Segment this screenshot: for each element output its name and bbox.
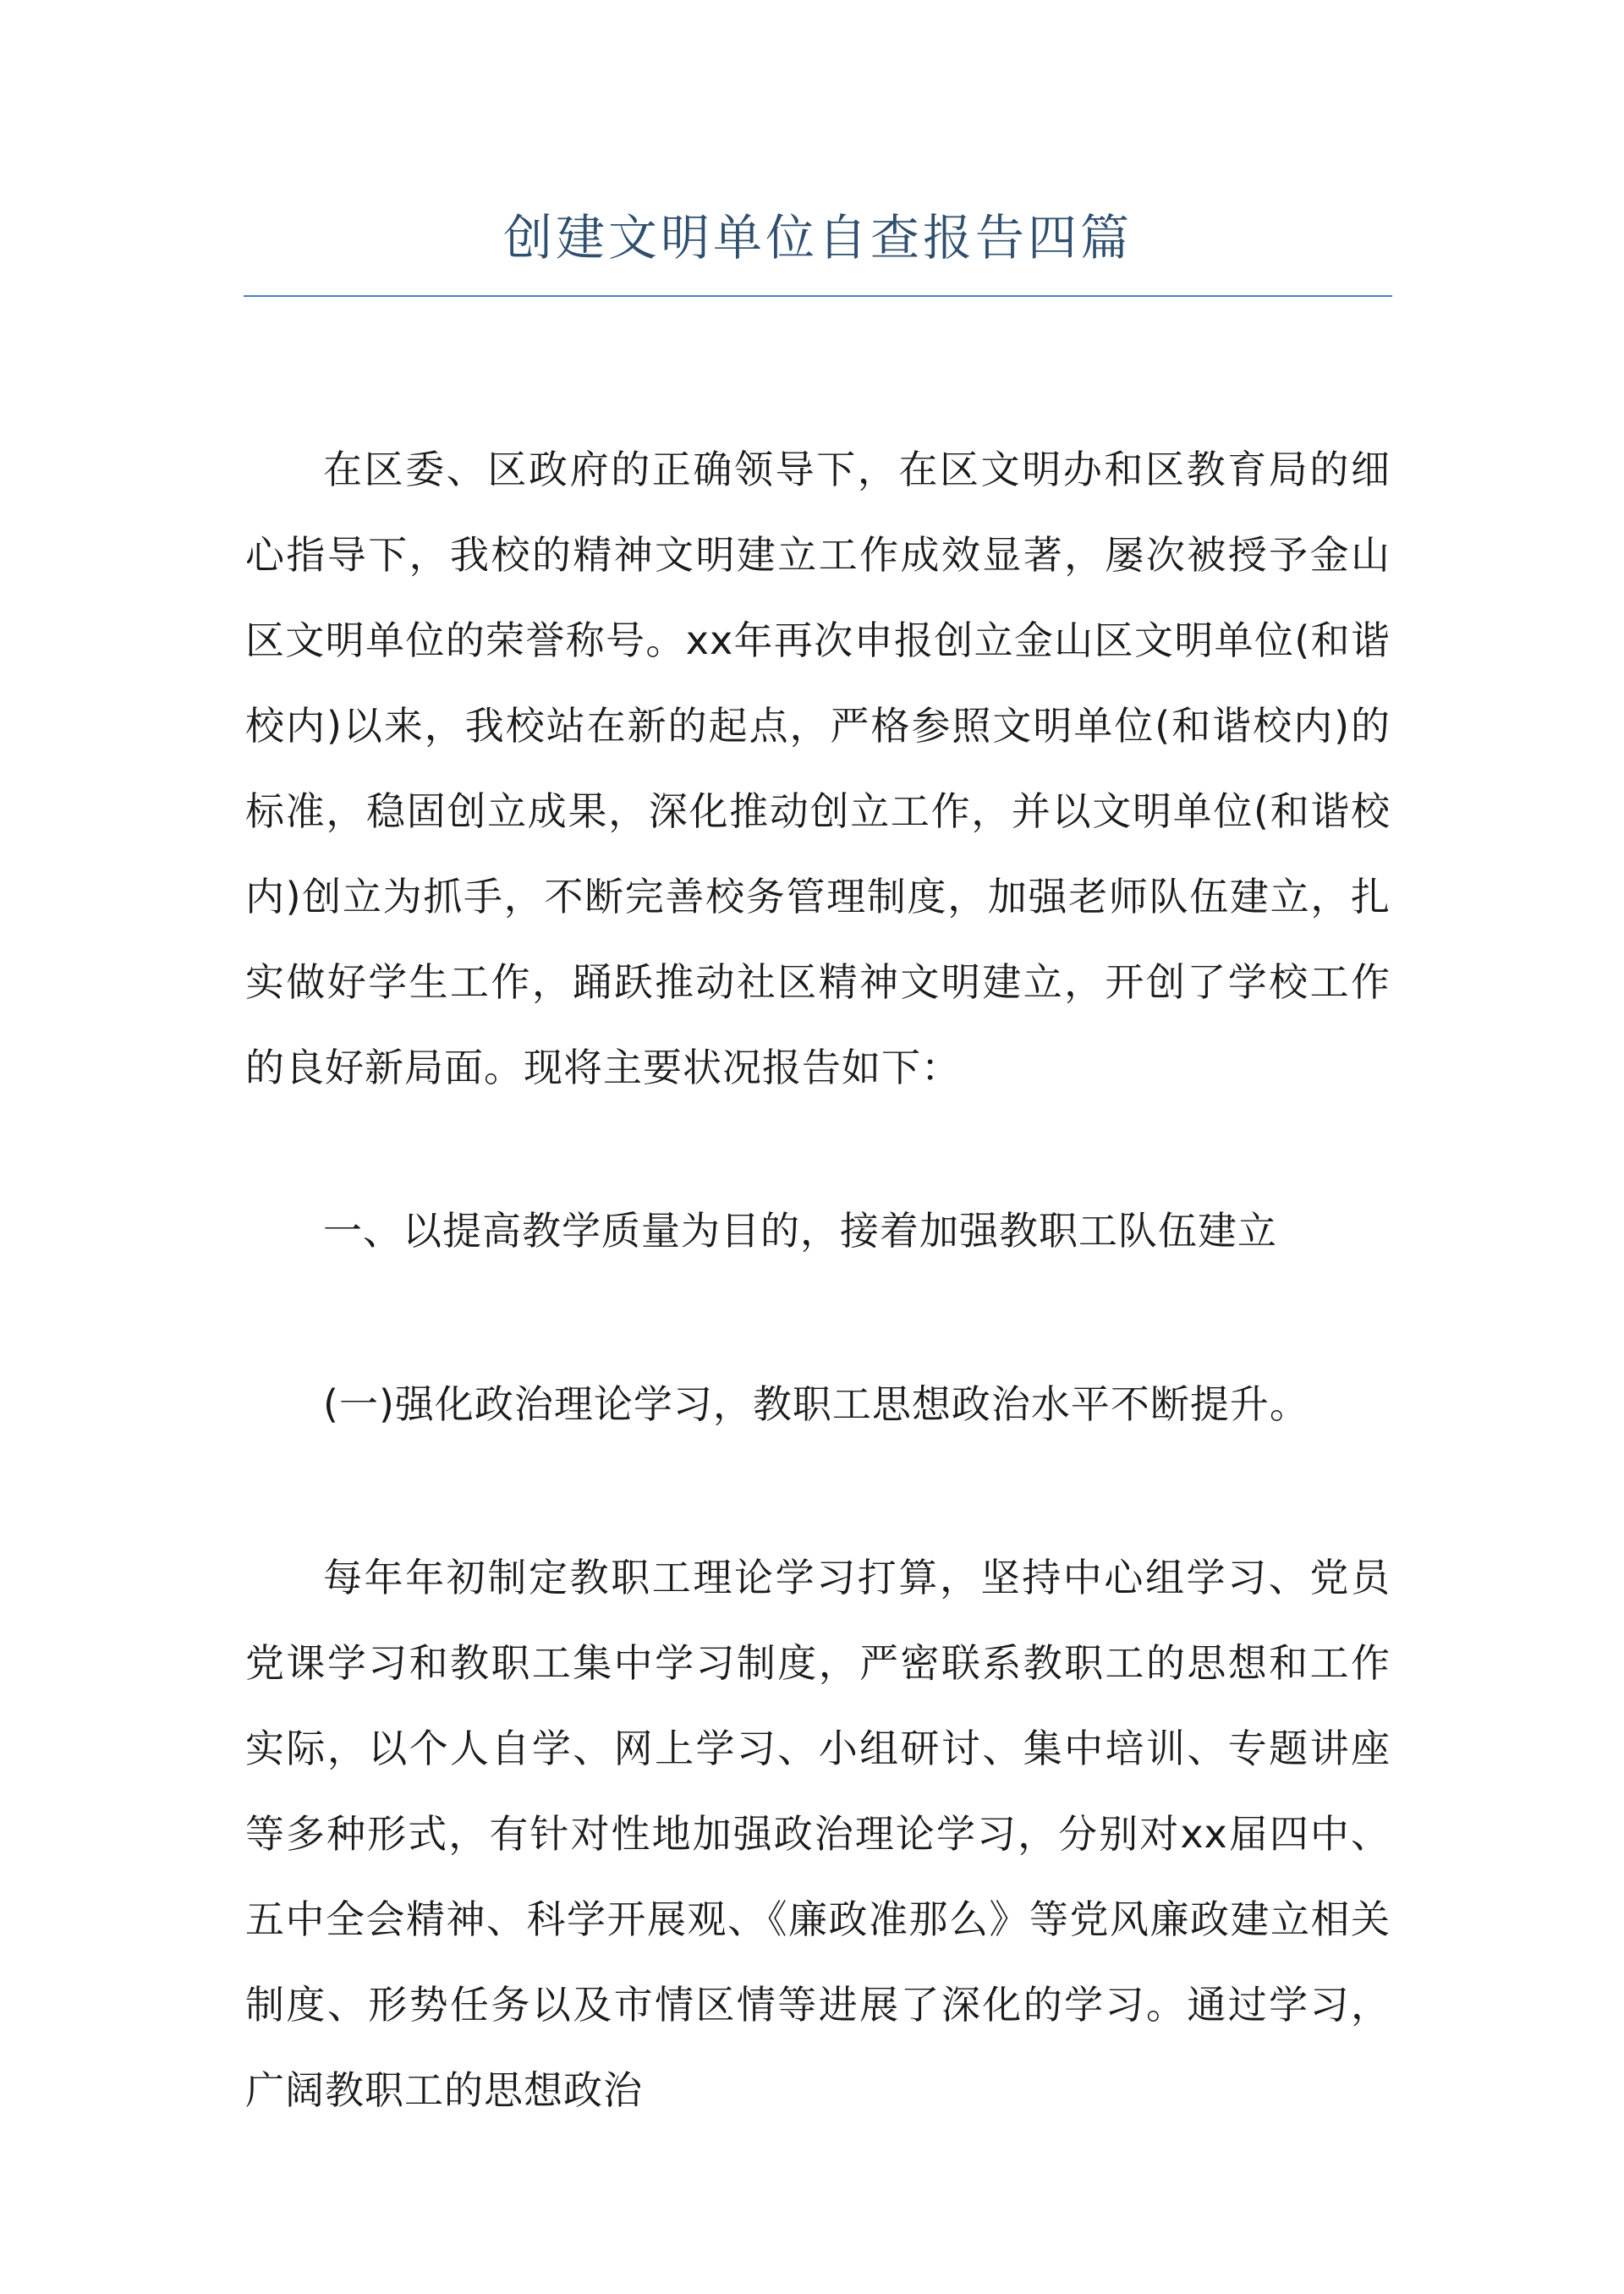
section-heading-1: 一、以提高教学质量为目的，接着加强教职工队伍建立 — [323, 1208, 1277, 1254]
subsection-heading-1: (一)强化政治理论学习，教职工思想政治水平不断提升。 — [323, 1381, 1309, 1427]
document-title: 创建文明单位自查报告四篇 — [502, 209, 1133, 266]
paragraph-study: 每年年初制定教职工理论学习打算，坚持中心组学习、党员党课学习和教职工集中学习制度，严密联系教职工的思想和工作实际，以个人自学、网上学习、小组研讨、集中培训、专题讲座等多种形式，有针对性地加强政治理论学习，分别对xx届四中、五中全会精神、科学开展观、《廉政准那么》等党风廉政建立相关制度、形势任务以及市情区情等进展了深化的学习。通过学习，广阔教职工的思想政治 — [245, 1555, 1391, 2113]
paragraph-intro: 在区委、区政府的正确领导下，在区文明办和区教育局的细心指导下，我校的精神文明建立工作成效显著，屡次被授予金山区文明单位的荣誉称号。xx年再次申报创立金山区文明单位(和谐校内)以来，我校站在新的起点，严格参照文明单位(和谐校内)的标准，稳固创立成果，深化推动创立工作，并以文明单位(和谐校内)创立为抓手，不断完善校务管理制度，加强老师队伍建立，扎实做好学生工作，踊跃推动社区精神文明建立，开创了学校工作的良好新局面。现将主要状况报告如下： — [245, 447, 1391, 1090]
title-divider — [244, 295, 1392, 297]
